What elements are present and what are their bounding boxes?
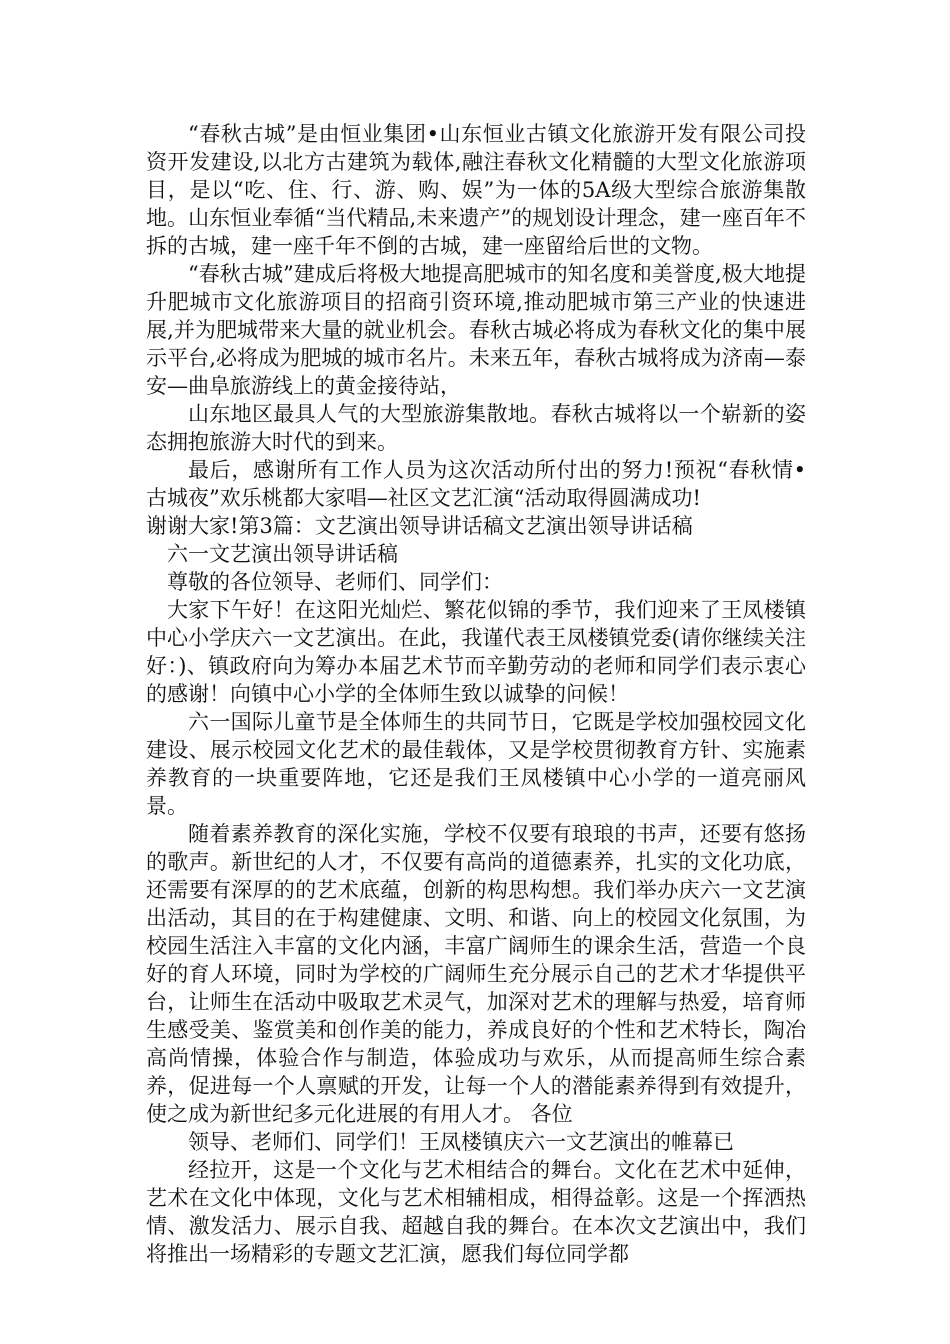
- paragraph-closing-thanks: 最后，感谢所有工作人员为这次活动所付出的努力!预祝“春秋情•古城夜”欢乐桃都大家唱—社区文艺汇演“活动取得圆满成功!: [146, 458, 806, 510]
- paragraph-curtain-open: 领导、老师们、同学们！王凤楼镇庆六一文艺演出的帷幕已: [188, 1130, 734, 1154]
- paragraph-chunqiu-impact: “春秋古城”建成后将极大地提高肥城市的知名度和美誉度,极大地提升肥城市文化旅游项目的招商引资环境,推动肥城市第三产业的快速进展,并为肥城带来大量的就业机会。春秋古城必将成为春秋文化的集中展示平台,必将成为肥城的城市名片。未来五年，春秋古城将成为济南—泰安—曲阜旅游线上的黄金接待站，: [146, 262, 806, 398]
- paragraph-greeting: 大家下午好！在这阳光灿烂、繁花似锦的季节，我们迎来了王凤楼镇中心小学庆六一文艺演出。在此，我谨代表王凤楼镇党委(请你继续关注好：)、镇政府向为筹办本届艺术节而辛勤劳动的老师和同学们表示衷心的感谢！向镇中心小学的全体师生致以诚挚的问候！: [146, 598, 806, 706]
- paragraph-quality-education: 随着素养教育的深化实施，学校不仅要有琅琅的书声，还要有悠扬的歌声。新世纪的人才，不仅要有高尚的道德素养，扎实的文化功底，还需要有深厚的的艺术底蕴，创新的构思构想。我们举办庆六一文艺演出活动，其目的在于构建健康、文明、和谐、向上的校园文化氛围，为校园生活注入丰富的文化内涵，丰富广阔师生的课余生活，营造一个良好的育人环境，同时为学校的广阔师生充分展示自己的艺术才华提供平台，让师生在活动中吸取艺术灵气，加深对艺术的理解与热爱，培育师生感受美、鉴赏美和创作美的能力，养成良好的个性和艺术特长，陶冶高尚情操，体验合作与制造，体验成功与欢乐，从而提高师生综合素养，促进每一个人禀赋的开发，让每一个人的潜能素养得到有效提升，使之成为新世纪多元化进展的有用人才。 各位: [146, 822, 806, 1126]
- paragraph-stage: 经拉开，这是一个文化与艺术相结合的舞台。文化在艺术中延伸，艺术在文化中体现，文化与艺术相辅相成，相得益彰。这是一个挥洒热情、激发活力、展示自我、超越自我的舞台。在本次文艺演出中，我们将推出一场精彩的专题文艺汇演，愿我们每位同学都: [146, 1158, 806, 1266]
- speech-salutation: 尊敬的各位领导、老师们、同学们：: [167, 570, 503, 594]
- speech-title: 六一文艺演出领导讲话稿: [167, 542, 398, 566]
- paragraph-tourism-hub: 山东地区最具人气的大型旅游集散地。春秋古城将以一个崭新的姿态拥抱旅游大时代的到来。: [146, 402, 806, 454]
- paragraph-childrens-day: 六一国际儿童节是全体师生的共同节日，它既是学校加强校园文化建设、展示校园文化艺术的最佳载体，又是学校贯彻教育方针、实施素养教育的一块重要阵地，它还是我们王凤楼镇中心小学的一道亮丽风景。: [146, 710, 806, 818]
- document-page: [146, 120, 806, 1268]
- paragraph-section-heading: 谢谢大家!第3篇：文艺演出领导讲话稿文艺演出领导讲话稿: [146, 514, 693, 538]
- paragraph-chunqiu-intro: “春秋古城”是由恒业集团•山东恒业古镇文化旅游开发有限公司投资开发建设,以北方古建筑为载体,融注春秋文化精髓的大型文化旅游项目，是以“吃、住、行、游、购、娱”为一体的5A级大型综合旅游集散地。山东恒业奉循“当代精品,未来遗产”的规划设计理念，建一座百年不拆的古城，建一座千年不倒的古城，建一座留给后世的文物。: [146, 122, 806, 258]
